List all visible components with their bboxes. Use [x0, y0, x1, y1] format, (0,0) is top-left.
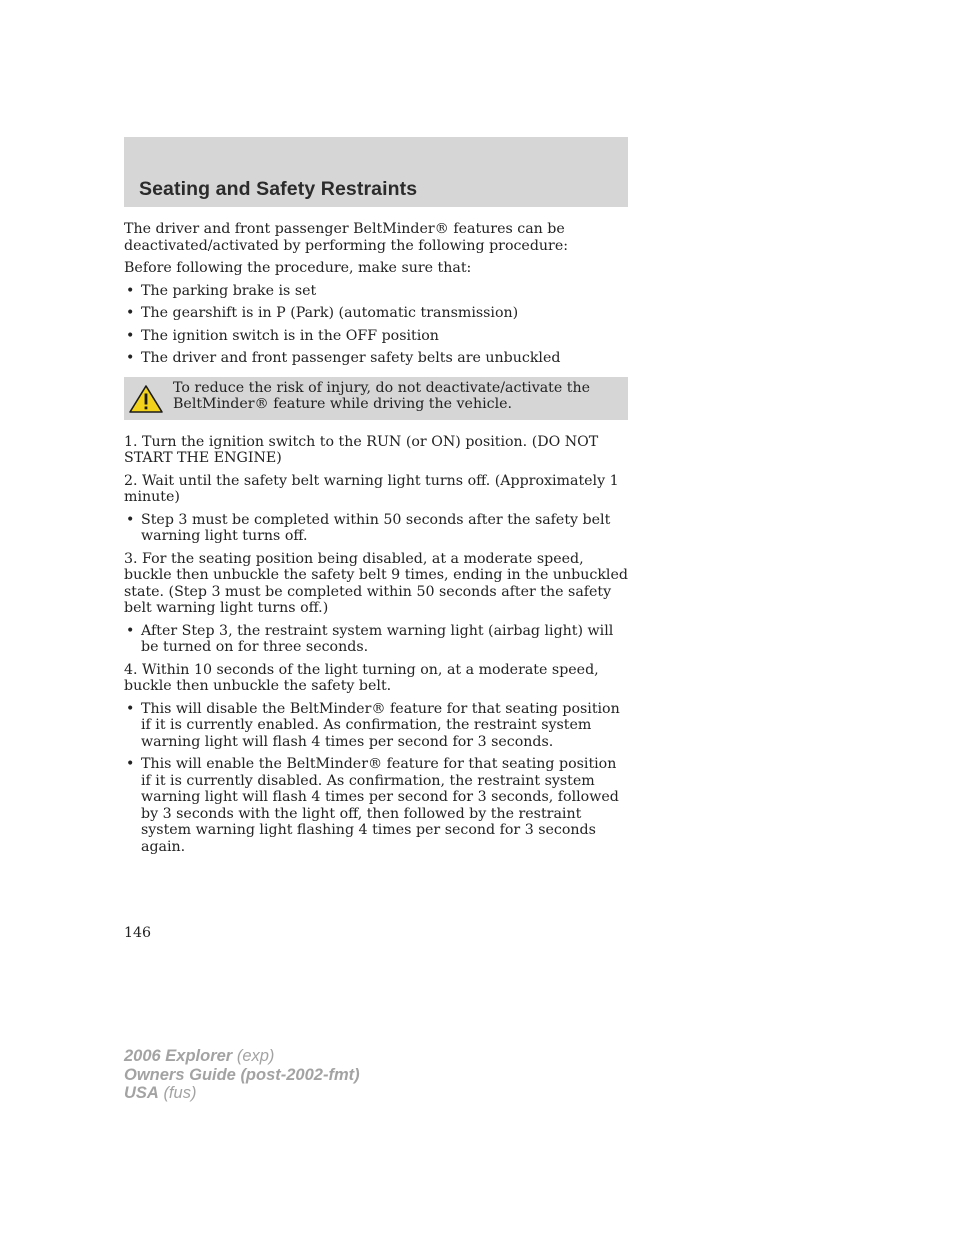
step-2-notes — [124, 512, 628, 545]
footer-line-model — [124, 1047, 360, 1066]
footer-market-code: (fus) — [163, 1084, 197, 1102]
footer-line-market — [124, 1084, 360, 1103]
step-1: 1. Turn the ignition switch to the RUN (or ON) position. (DO NOT START THE ENGINE) — [124, 433, 599, 466]
step-4-notes — [124, 701, 628, 856]
list-item: • Step 3 must be completed within 50 seconds after the safety belt warning light turns off. — [124, 512, 628, 545]
list-item: • This will enable the BeltMinder® feature for that seating position if it is currently disabled. As confirmation, the restraint system warning light will flash 4 times per second for 3 seconds, followed by 3 seconds with the light off, then followed by the restraint system warning light flashing 4 times per second for 3 seconds again. — [124, 756, 628, 855]
footer-line-guide — [124, 1066, 360, 1085]
section-header-band — [124, 137, 628, 207]
footer-model: 2006 Explorer — [124, 1047, 233, 1065]
footer-guide: Owners Guide (post-2002-fmt) — [124, 1065, 360, 1084]
step-4: 4. Within 10 seconds of the light turning on, at a moderate speed, buckle then unbuckle the safety belt. — [124, 661, 599, 694]
warning-text: To reduce the risk of injury, do not deactivate/activate the BeltMinder® feature while driving the vehicle. — [173, 379, 591, 412]
list-item: • The parking brake is set — [124, 283, 628, 300]
warning-triangle-icon — [128, 384, 164, 414]
document-footer — [124, 1047, 360, 1103]
warning-box — [124, 377, 628, 420]
list-item: • The driver and front passenger safety belts are unbuckled — [124, 350, 628, 367]
precondition-list — [124, 283, 628, 367]
step-3-notes — [124, 623, 628, 656]
list-item: • This will disable the BeltMinder® feature for that seating position if it is currently enabled. As confirmation, the restraint system warning light will flash 4 times per second for 3 seconds. — [124, 701, 628, 751]
step-3: 3. For the seating position being disabled, at a moderate speed, buckle then unbuckle the safety belt 9 times, ending in the unbuckled state. (Step 3 must be completed within 50 seconds after the safety belt warning light turns off.) — [124, 550, 628, 616]
intro-paragraph: The driver and front passenger BeltMinder® features can be deactivated/activated by performing the following procedure: — [124, 221, 569, 254]
list-item: • The ignition switch is in the OFF position — [124, 328, 628, 345]
footer-market: USA — [124, 1084, 159, 1102]
list-item: • After Step 3, the restraint system warning light (airbag light) will be turned on for three seconds. — [124, 623, 628, 656]
list-item: • The gearshift is in P (Park) (automatic transmission) — [124, 305, 628, 322]
precondition-paragraph: Before following the procedure, make sure that: — [124, 260, 472, 276]
footer-model-code: (exp) — [236, 1047, 275, 1065]
main-content — [124, 221, 628, 861]
section-title: Seating and Safety Restraints — [139, 178, 418, 200]
page-number: 146 — [124, 925, 152, 941]
step-2: 2. Wait until the safety belt warning light turns off. (Approximately 1 minute) — [124, 472, 619, 505]
